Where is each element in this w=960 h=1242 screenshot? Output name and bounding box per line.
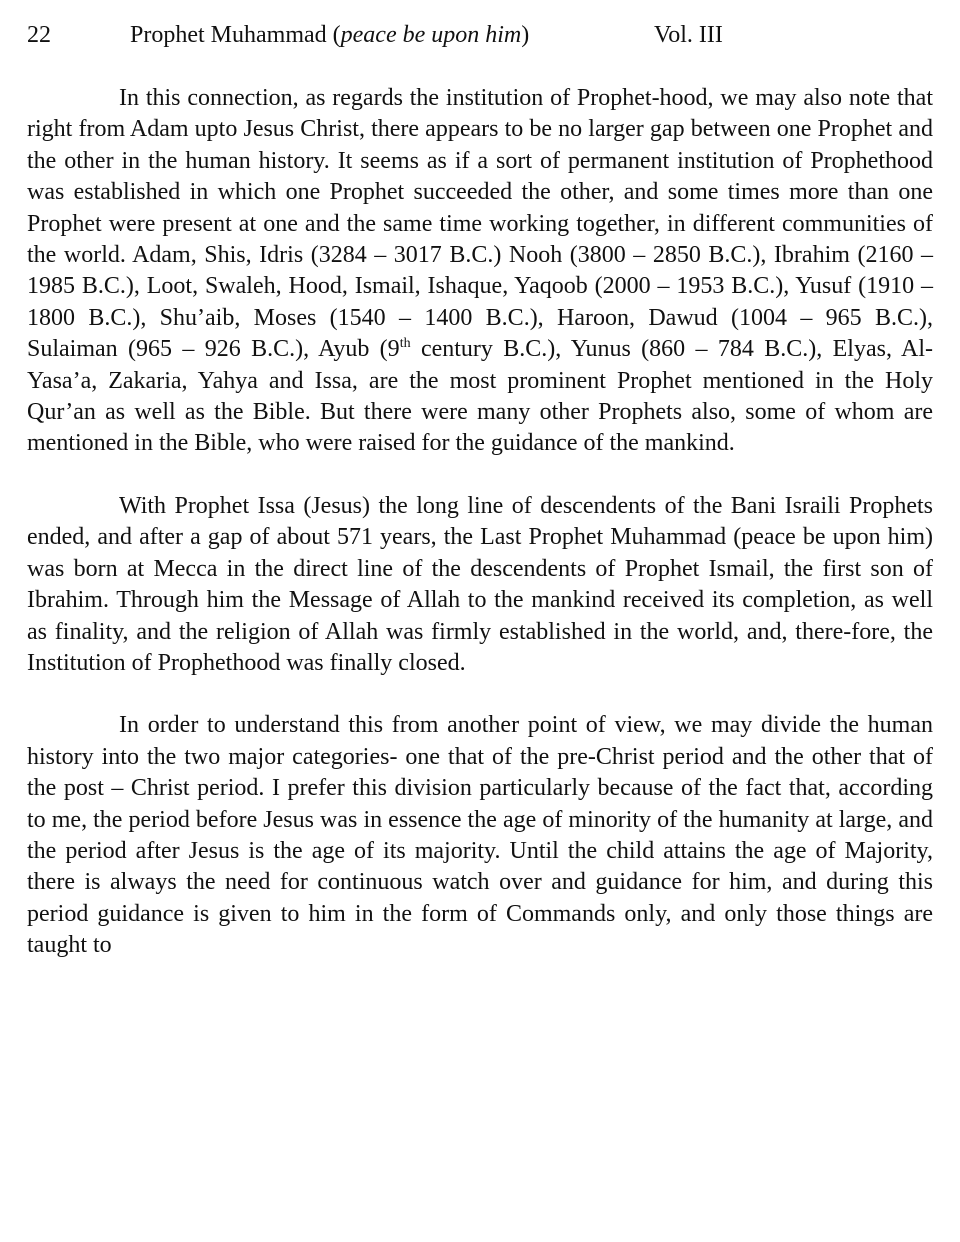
- paragraph-1-part-a: In this connection, as regards the institution of Prophet-hood, we may also note that right from Adam upto Jesus Christ, there appears to be no larger gap between one Prophet and the other in the human history. It seems as if a sort of permanent institution of Prophethood was established in which one Prophet succeeded the other, and some times more than one Prophet were present at one and the same time working together, in different communities of the world. Adam, Shis, Idris (3284 – 3017 B.C.) Nooh (3800 – 2850 B.C.), Ibrahim (2160 – 1985 B.C.), Loot, Swaleh, Hood, Ismail, Ishaque, Yaqoob (2000 – 1953 B.C.), Yusuf (1910 – 1800 B.C.), Shu’aib, Moses (1540 – 1400 B.C.), Haroon, Dawud (1004 – 965 B.C.), Sulaiman (965 – 926 B.C.), Ayub (9: [27, 85, 933, 363]
- paragraph-2: With Prophet Issa (Jesus) the long line of descendents of the Bani Israili Prophets ended, and after a gap of about 571 years, the Last Prophet Muhammad (peace be upon him) was born at Mecca in the direct line of the descendents of Prophet Ismail, the first son of Ibrahim. Through him the Message of Allah to the mankind received its completion, as well as finality, and the religion of Allah was firmly established in the world, and, there-fore, the Institution of Prophethood was finally closed.: [27, 492, 933, 676]
- running-title: [130, 18, 529, 52]
- title-close: ): [521, 22, 530, 48]
- volume-label: Vol. III: [654, 22, 723, 48]
- title-italic: peace be upon him: [340, 22, 522, 48]
- running-header: [27, 18, 933, 52]
- title-main: Prophet Muhammad (: [130, 22, 341, 48]
- paragraph-1-part-b: century B.C.), Yunus (860 – 784 B.C.), Elyas, Al-Yasa’a, Zakaria, Yahya and Issa, are the most prominent Prophet mentioned in the Holy Qur’an as well as the Bible. But there were many other Prophets also, some of whom are mentioned in the Bible, who were raised for the guidance of the mankind.: [27, 336, 933, 457]
- paragraph-3: In order to understand this from another point of view, we may divide the human history into the two major categories- one that of the pre-Christ period and the other that of the post – Christ period. I prefer this division particularly because of the fact that, according to me, the period before Jesus was in essence the age of minority of the humanity at large, and the period after Jesus is the age of its majority. Until the child attains the age of Majority, there is always the need for continuous watch over and guidance for him, and during this period guidance is given to him in the form of Commands only, and only those things are taught to: [27, 712, 933, 959]
- ordinal-superscript: th: [399, 336, 411, 352]
- page-number: 22: [27, 22, 51, 48]
- paragraph-1: [27, 83, 933, 460]
- body-text: [27, 83, 933, 993]
